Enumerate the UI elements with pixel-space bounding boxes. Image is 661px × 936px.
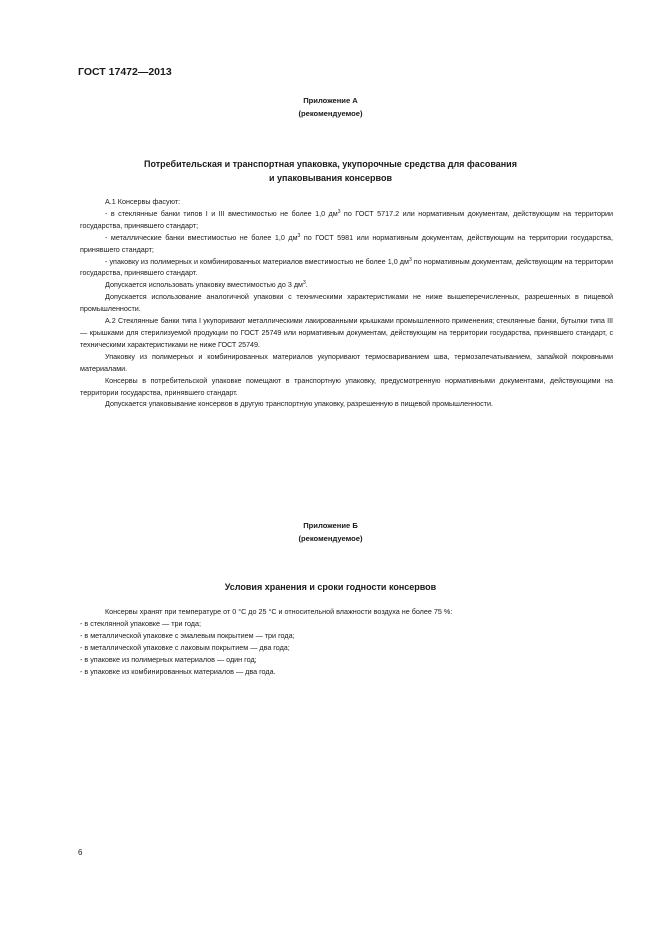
paragraph-transport-packaging: Консервы в потребительской упаковке помещают в транспортную упаковку, предусмотренную нормативными документами, действующими на территории государства, принявшего стандарт. — [80, 375, 613, 397]
paragraph-similar-packaging: Допускается использование аналогичной упаковки с техническими характеристиками не ниже вышеперечисленных, разрешенных в пищевой промышленности. — [80, 292, 613, 314]
list-item: - в упаковке из полимерных материалов — один год; — [80, 654, 257, 664]
list-item: - в стеклянной упаковке — три года; — [80, 618, 201, 628]
appendix-a-body — [80, 196, 613, 410]
appendix-a-label: Приложение А — [303, 96, 358, 105]
standard-code: ГОСТ 17472—2013 — [78, 66, 172, 78]
appendix-b-title: Условия хранения и сроки годности консервов — [224, 582, 437, 592]
page-number: 6 — [78, 848, 83, 857]
paragraph-capacity-allowance: Допускается использовать упаковку вместимостью до 3 $дм^3$. — [105, 280, 308, 290]
storage-conditions: Консервы хранят при температуре от 0 °С до 25 °С и относительной влажности воздуха не более 75 %: — [105, 607, 453, 616]
appendix-a-title — [0, 157, 661, 185]
paragraph-other-transport: Допускается упаковывание консервов в другую транспортную упаковку, разрешенную в пищевой промышленности. — [105, 399, 493, 409]
appendix-a-title-line2: и упаковывания консервов — [269, 173, 392, 183]
appendix-a-heading — [0, 94, 661, 120]
paragraph-metal-cans: - металлические банки вместимостью не более 1,0 $дм^3$ по ГОСТ 5981 или нормативным документам, действующим на территории государства, принявшего стандарт; — [80, 232, 614, 254]
appendix-b-body — [80, 606, 613, 677]
paragraph-glass-jars: - в стеклянные банки типов I и III вместимостью не более 1,0 $дм^3$ по ГОСТ 5717.2 или нормативным документам, действующим на территории государства, принявшего стандарт; — [80, 208, 614, 230]
list-item: - в упаковке из комбинированных материалов — два года. — [80, 666, 276, 676]
appendix-b-heading — [0, 519, 661, 545]
paragraph-polymer-sealing: Упаковку из полимерных и комбинированных материалов укупоривают термосвариванием шва, термозапечатыванием, запайкой покровными материалами. — [80, 351, 613, 373]
list-item: - в металлической упаковке с эмалевым покрытием — три года; — [80, 630, 295, 640]
paragraph-polymer-packaging: - упаковку из полимерных и комбинированных материалов вместимостью не более 1,0 $дм^3$ по нормативным документам, действующим на территории государства, принявшего стандарт. — [80, 256, 614, 278]
appendix-b-label: Приложение Б — [303, 521, 358, 530]
paragraph-a2: А.2 Стеклянные банки типа I укупоривают металлическими лакированными крышками промышленного применения; стеклянные банки, бутылки типа III — крышками для стерилизуемой продукции по ГОСТ 25749 или нормативным документам, действующим на территории государства, принявшего стандарт, с техническими характеристиками не ниже ГОСТ 25749. — [80, 316, 613, 349]
appendix-b-status: (рекомендуемое) — [298, 534, 363, 543]
appendix-a-title-line1: Потребительская и транспортная упаковка, укупорочные средства для фасования — [144, 159, 517, 169]
appendix-a-status: (рекомендуемое) — [298, 109, 363, 118]
paragraph-a1: А.1 Консервы фасуют: — [105, 197, 181, 206]
list-item: - в металлической упаковке с лаковым покрытием — два года; — [80, 642, 290, 652]
